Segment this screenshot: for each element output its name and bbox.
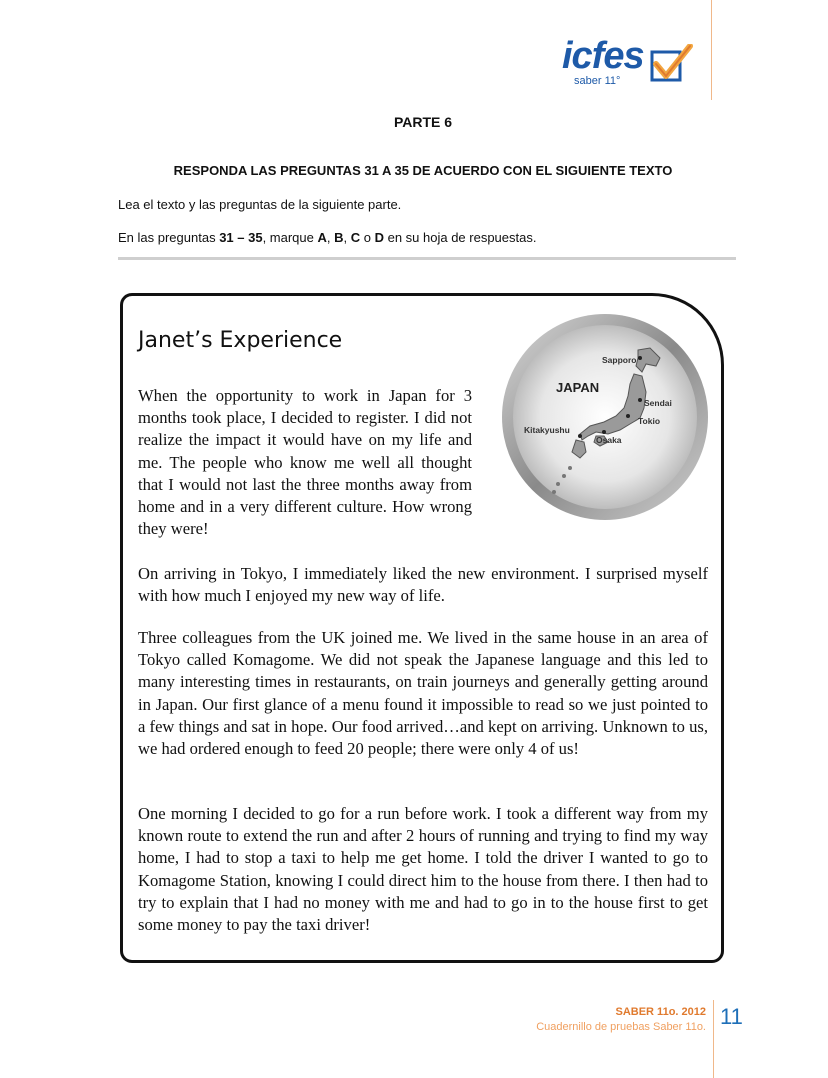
japan-map-illustration bbox=[500, 312, 710, 522]
map-city-kitakyushu: Kitakyushu bbox=[524, 425, 570, 435]
separator: , bbox=[326, 230, 335, 245]
instruction-line-2 bbox=[118, 230, 536, 245]
question-range: 31 – 35 bbox=[219, 230, 263, 245]
option-a: A bbox=[317, 230, 327, 245]
icfes-logo bbox=[562, 36, 702, 92]
footer-divider-line bbox=[713, 1000, 714, 1078]
article-title: Janet’s Experience bbox=[138, 328, 343, 353]
option-d: D bbox=[374, 230, 384, 245]
footer-subtitle: Cuadernillo de pruebas Saber 11o. bbox=[536, 1021, 706, 1033]
map-country-label: JAPAN bbox=[556, 380, 600, 395]
instruction-text: en su hoja de respuestas. bbox=[383, 230, 537, 245]
article-paragraph-3: Three colleagues from the UK joined me. We lived in the same house in an area of Tokyo called Komagome. We did not speak the Japanese language and this led to many interesting times in restaurants, on train journeys and generally getting around in Japan. Our first glance of a menu found it impossible to read so we just pointed to a few things and sat in hope. Our food arrived…and kept on arriving. Unknown to us, we had ordered enough to feed 20 people; there were only 4 of us! bbox=[138, 628, 708, 759]
logo-brand: icfes bbox=[562, 35, 644, 77]
option-c: C bbox=[350, 230, 361, 245]
article-paragraph-4: One morning I decided to go for a run before work. I took a different way from my known route to extend the run and after 2 hours of running and trying to find my way home, I had to stop a taxi to help me get home. I told the driver I wanted to go to Komagome Station, knowing I could direct him to the house from there. I then had to try to explain that I had no money with me and had to go in to the house first to get some money to pay the taxi driver! bbox=[138, 804, 708, 935]
article-paragraph-2: On arriving in Tokyo, I immediately liked the new environment. I surprised myself with how much I enjoyed my new way of life. bbox=[138, 564, 708, 606]
header-rule bbox=[118, 257, 736, 260]
instruction-title: RESPONDA LAS PREGUNTAS 31 A 35 DE ACUERDO CON EL SIGUIENTE TEXTO bbox=[173, 163, 673, 178]
instruction-line-1: Lea el texto y las preguntas de la siguiente parte. bbox=[118, 197, 402, 212]
section-title: PARTE 6 bbox=[393, 114, 453, 130]
instruction-text: , marque bbox=[262, 230, 318, 245]
footer-title: SABER 11o. 2012 bbox=[615, 1006, 706, 1018]
separator: o bbox=[360, 230, 375, 245]
map-city-sendai: Sendai bbox=[644, 398, 672, 408]
map-city-sapporo: Sapporo bbox=[602, 355, 637, 365]
instruction-text: En las preguntas bbox=[118, 230, 220, 245]
article-paragraph-1: When the opportunity to work in Japan for 3 months took place, I decided to register. I did not realize the impact it would have on my life and me. The people who know me well all thought that I would not last the three months away from home and in a very different culture. How wrong they were! bbox=[138, 386, 472, 539]
logo-subtitle: saber 11° bbox=[574, 75, 621, 87]
checkmark-icon bbox=[650, 44, 694, 84]
map-city-tokio: Tokio bbox=[638, 416, 661, 426]
top-divider-line bbox=[711, 0, 712, 100]
option-b: B bbox=[334, 230, 344, 245]
map-city-osaka: Osaka bbox=[596, 435, 622, 445]
separator: , bbox=[343, 230, 351, 245]
page-number: 11 bbox=[720, 1004, 743, 1029]
